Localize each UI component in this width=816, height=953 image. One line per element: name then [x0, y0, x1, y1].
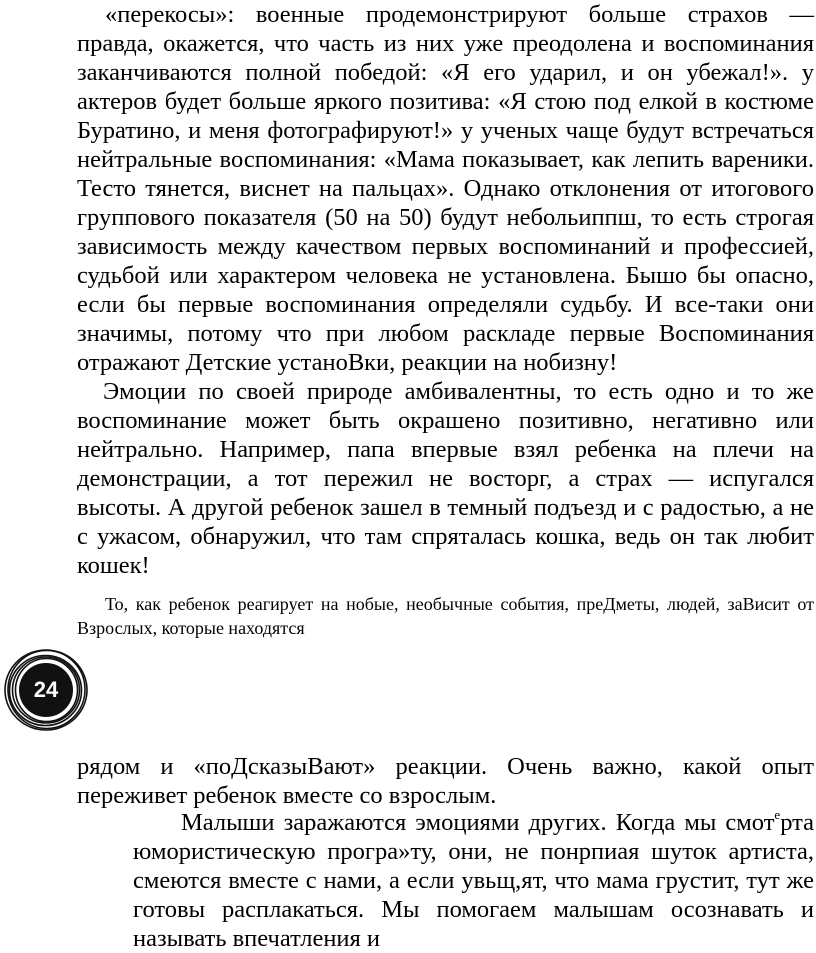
paragraph-reactions: То, как ребенок реагирует на нобые, необычные события, преДметы, людей, заВисит от Взрослых, которые находятся: [77, 594, 814, 638]
page-number: 24: [33, 677, 59, 702]
main-text-block: [77, 0, 814, 580]
continuation-text-block: [77, 752, 814, 810]
last-text-block: [133, 808, 814, 953]
page-number-badge: [2, 646, 90, 734]
paragraph-continuation: рядом и «поДсказыВают» реакции. Очень важно, какой опыт переживет ребенок вместе со взрослым.: [77, 753, 814, 809]
superscript-letter: е: [774, 806, 781, 822]
text-part-2: рта юмористическую програ»ту, они, не понрпиая шуток артиста, смеются вместе с нами, а если увьщ,ят, что мама грустит, тут же готовы расплакаться. Мы помогаем малышам осознавать и называть впечатления и: [133, 809, 814, 952]
paragraph-emotions: Эмоции по своей природе амбивалентны, то есть одно и то же воспоминание может быть окрашено позитивно, негативно или нейтрально. Например, папа впервые взял ребенка на плечи на демонстрации, а тот пережил не восторг, а страх — испугался высоты. А другой ребенок зашел в темный подъезд и с радостью, а не с ужасом, обнаружил, что там спряталась кошка, ведь он так любит кошек!: [77, 378, 814, 579]
text-part-1: Малыши заражаются эмоциями других. Когда мы смот: [181, 809, 775, 836]
paragraph-professions: «перекосы»: военные продемонстрируют больше страхов — правда, окажется, что часть из них уже преодолена и воспоминания заканчиваются полной победой: «Я его ударил, и он убежал!». у актеров будет больше яркого позитива: «Я стою под елкой в костюме Буратино, и меня фотографируют!» у ученых чаще будут встречаться нейтральные воспоминания: «Мама показывает, как лепить вареники. Тесто тянется, виснет на пальцах». Однако отклонения от итогового группового показателя (50 на 50) будут небольиппш, то есть строгая зависимость между качеством первых воспоминаний и профессией, судьбой или характером человека не установлена. Бышо бы опасно, если бы первые воспоминания определяли судьбу. И все-таки они значимы, потому что при любом раскладе первые Воспоминания отражают Детские устаноВки, реакции на нобизну!: [77, 1, 814, 376]
small-text-block: [77, 592, 814, 640]
paragraph-children-emotions: [133, 808, 814, 953]
